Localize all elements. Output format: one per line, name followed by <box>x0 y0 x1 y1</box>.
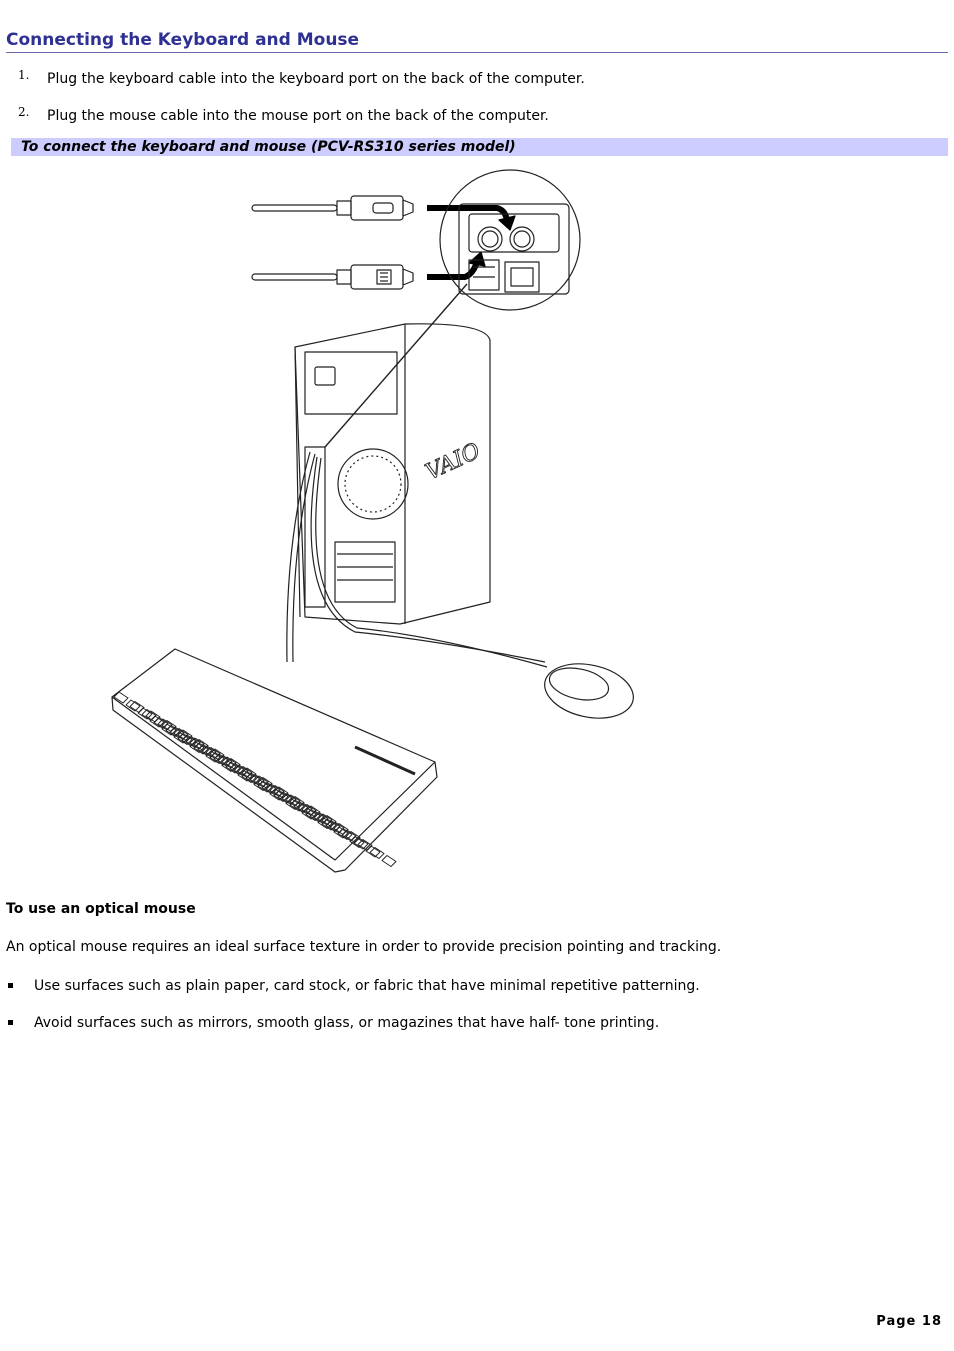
keyboard-key <box>338 829 352 840</box>
vaio-logo: VAIO <box>421 438 485 486</box>
keyboard-key <box>142 710 156 721</box>
keyboard-key <box>146 711 160 722</box>
bullet-text: Avoid surfaces such as mirrors, smooth glass, or magazines that have half- tone printing. <box>34 1015 660 1031</box>
keyboard-mouse-connection-illustration <box>105 162 640 877</box>
optical-mouse-heading: To use an optical mouse <box>6 901 196 917</box>
step-text: Plug the keyboard cable into the keyboard port on the back of the computer. <box>47 71 585 87</box>
keyboard-key <box>382 856 396 867</box>
keyboard-key <box>170 727 184 738</box>
mouse-connector-icon <box>252 265 413 289</box>
keyboard-key <box>130 702 144 713</box>
keyboard-key <box>370 848 384 859</box>
keyboard-device <box>112 649 437 872</box>
arrow-head-icon <box>499 216 515 230</box>
step-number: 1. <box>18 68 30 82</box>
page-number: Page 18 <box>876 1314 942 1329</box>
page-title: Connecting the Keyboard and Mouse <box>6 29 948 53</box>
keyboard-key <box>342 830 356 841</box>
bullet-text: Use surfaces such as plain paper, card stock, or fabric that have minimal repetitive patterning. <box>34 978 700 994</box>
keyboard-connector-icon <box>252 196 413 220</box>
keyboard-key <box>158 719 172 730</box>
bullet-square-icon <box>8 1020 13 1025</box>
keyboard-key <box>350 837 364 848</box>
arrow-head-icon <box>469 252 485 266</box>
step-text: Plug the mouse cable into the mouse port on the back of the computer. <box>47 108 549 124</box>
optical-mouse-intro: An optical mouse requires an ideal surface texture in order to provide precision pointing and tracking. <box>6 939 722 955</box>
mouse-cable <box>316 458 547 667</box>
keyboard-key <box>326 821 340 832</box>
port-detail-zoom <box>440 170 580 310</box>
mouse-device <box>540 656 639 726</box>
figure-caption: To connect the keyboard and mouse (PCV-RS310 series model) <box>21 139 516 155</box>
figure-caption-bar <box>11 138 948 156</box>
keyboard-key <box>154 718 168 729</box>
bullet-square-icon <box>8 983 13 988</box>
keyboard-cable <box>293 454 315 662</box>
keyboard-key <box>366 846 380 857</box>
mouse-cable <box>311 457 545 662</box>
step-number: 2. <box>18 105 30 119</box>
